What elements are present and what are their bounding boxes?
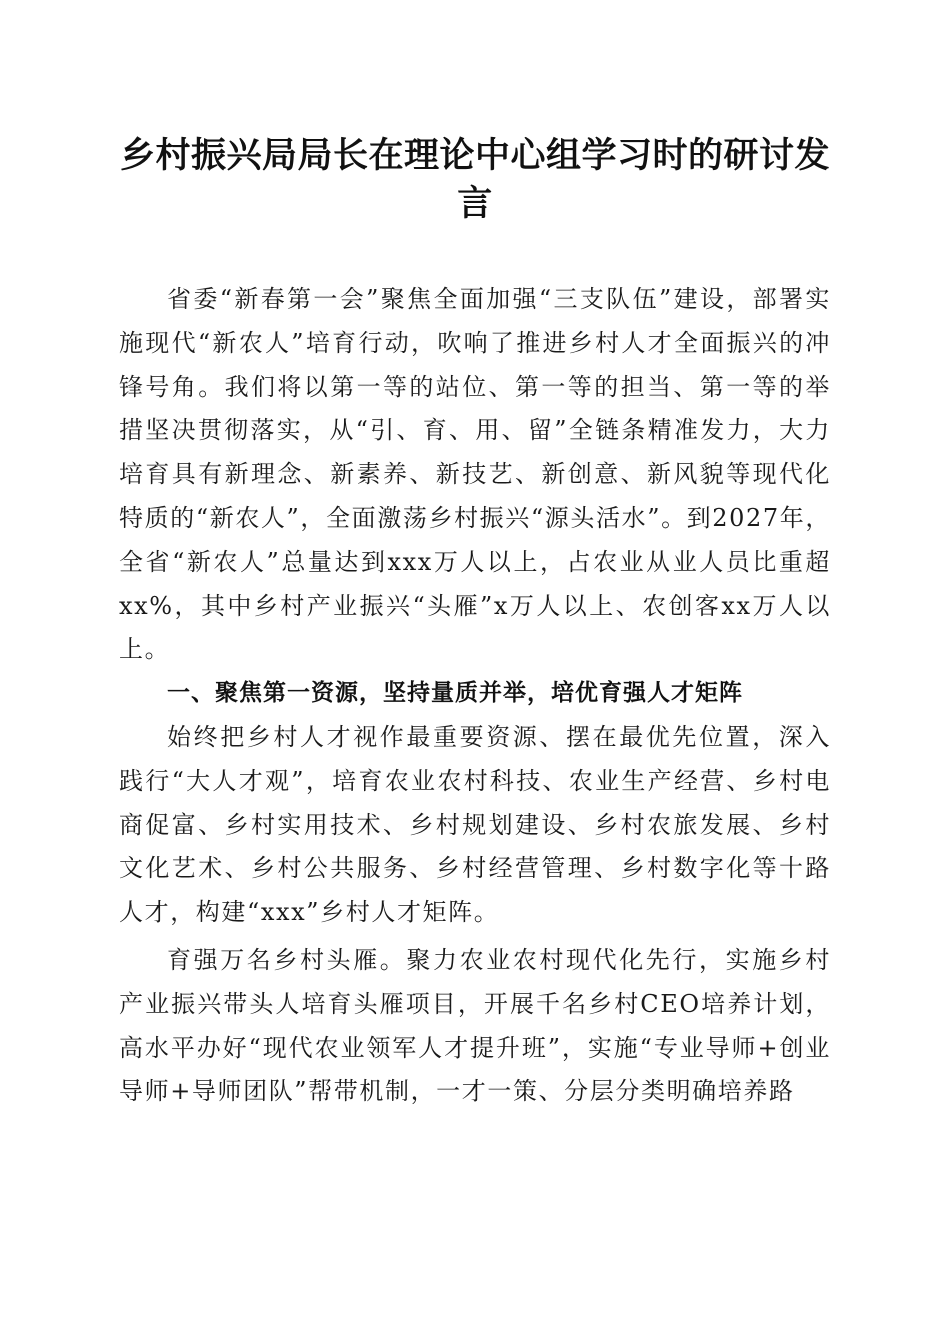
section1-paragraph-2: 育强万名乡村头雁。聚力农业农村现代化先行，实施乡村产业振兴带头人培育头雁项目，开展千名乡村CEO培养计划，高水平办好“现代农业领军人才提升班”，实施“专业导师+创业导师+导师团队”帮带机制，一才一策、分层分类明确培养路 [119,945,831,1106]
section-heading-1: 一、聚焦第一资源，坚持量质并举，培优育强人才矩阵 [167,680,743,707]
document-title: 乡村振兴局局长在理论中心组学习时的研讨发言 [119,135,830,224]
document-body [119,278,831,1114]
section1-paragraph-1: 始终把乡村人才视作最重要资源、摆在最优先位置，深入践行“大人才观”，培育农业农村科技、农业生产经营、乡村电商促富、乡村实用技术、乡村规划建设、乡村农旅发展、乡村文化艺术、乡村公共服务、乡村经营管理、乡村数字化等十路人才，构建“xxx”乡村人才矩阵。 [119,722,831,927]
intro-paragraph: 省委“新春第一会”聚焦全面加强“三支队伍”建设，部署实施现代“新农人”培育行动，吹响了推进乡村人才全面振兴的冲锋号角。我们将以第一等的站位、第一等的担当、第一等的举措坚决贯彻落实，从“引、育、用、留”全链条精准发力，大力培育具有新理念、新素养、新技艺、新创意、新风貌等现代化特质的“新农人”，全面激荡乡村振兴“源头活水”。到2027年，全省“新农人”总量达到xxx万人以上，占农业从业人员比重超xx%，其中乡村产业振兴“头雁”x万人以上、农创客xx万人以上。 [119,285,831,664]
